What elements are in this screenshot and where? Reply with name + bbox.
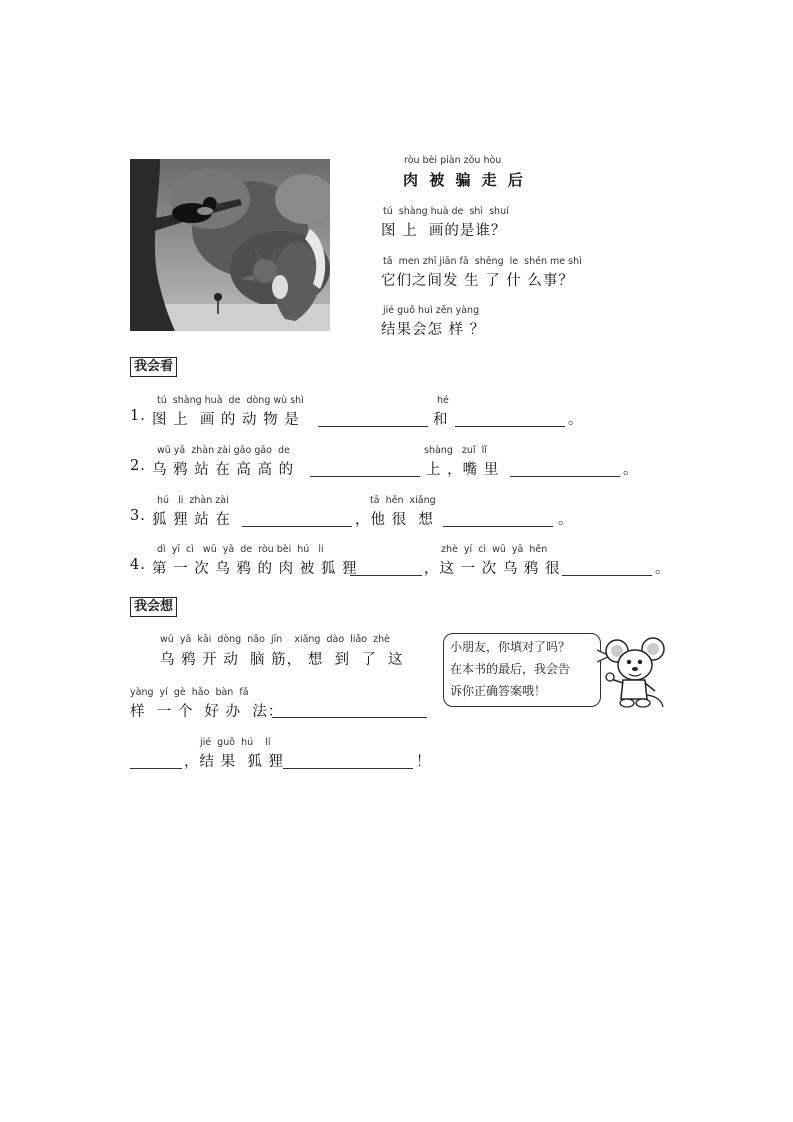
- story-title: 肉 被 骗 走 后: [403, 171, 526, 189]
- item-4-blank-2[interactable]: [562, 575, 652, 576]
- think-line-3-pinyin: jié guǒ hú lí: [200, 737, 271, 748]
- item-1-blank-1[interactable]: [318, 426, 428, 427]
- question-3: 结果会怎 样 ？: [381, 322, 486, 338]
- item-3-number: 3.: [130, 508, 146, 524]
- item-1-pinyin: tú shàng huà de dòng wù shì: [157, 395, 304, 406]
- think-line-1: 乌 鸦 开 动 脑 筋， 想 到 了 这: [160, 652, 404, 668]
- item-1-blank-2[interactable]: [455, 426, 565, 427]
- section-label-think: 我会想: [130, 597, 177, 617]
- item-4-pinyin: dì yī cì wū yā de ròu bèi hú li: [157, 544, 324, 555]
- item-4-text-b: ，这 一 次 乌 鸦 很: [424, 561, 561, 577]
- item-3-blank-1[interactable]: [242, 526, 352, 527]
- item-3-blank-2[interactable]: [443, 526, 553, 527]
- item-2-blank-1[interactable]: [310, 476, 420, 477]
- item-4-blank-1[interactable]: [350, 575, 422, 576]
- item-2-text-b: 上 ，嘴 里: [426, 462, 500, 478]
- item-1-number: 1.: [130, 408, 146, 424]
- crow-and-fox-illustration: [130, 159, 330, 331]
- think-blank-3[interactable]: [283, 768, 413, 769]
- tip-line-1: 小朋友，你填对了吗？: [450, 640, 571, 654]
- item-3-pinyin-b: tā hěn xiǎng: [370, 495, 436, 506]
- item-2-text: 乌 鸦 站 在 高 高 的: [152, 462, 295, 478]
- tip-line-3: 诉你正确答案哦！: [450, 684, 547, 698]
- item-2-pinyin-b: shàng zuǐ lǐ: [424, 445, 487, 456]
- item-1-text-b: 和: [433, 412, 449, 428]
- item-3-end: 。: [558, 512, 574, 528]
- item-2-blank-2[interactable]: [510, 476, 620, 477]
- think-line-2: 样 一 个 好 办 法：: [130, 704, 284, 720]
- think-line-2-pinyin: yàng yí gè hǎo bàn fǎ: [130, 687, 249, 698]
- item-4-text: 第 一 次 乌 鸦 的 肉 被 狐 狸: [152, 561, 358, 577]
- question-3-pinyin: jié guǒ huì zěn yàng: [383, 305, 480, 316]
- item-1-pinyin-b: hé: [437, 395, 449, 406]
- item-1-end: 。: [568, 412, 584, 428]
- think-line-3: ，结 果 狐 狸: [184, 754, 284, 770]
- think-line-3-end: ！: [416, 754, 432, 770]
- item-2-number: 2.: [130, 458, 146, 474]
- item-2-pinyin: wū yā zhàn zài gāo gāo de: [157, 445, 290, 456]
- think-blank-1[interactable]: [272, 717, 427, 718]
- question-2-pinyin: tā men zhī jiān fā shēng le shén me shì: [383, 256, 582, 267]
- mouse-mascot-icon: [603, 635, 669, 711]
- item-3-pinyin: hú li zhàn zài: [157, 495, 229, 506]
- item-4-end: 。: [655, 561, 671, 577]
- item-3-text: 狐 狸 站 在: [152, 512, 231, 528]
- item-4-pinyin-b: zhè yí cì wū yā hěn: [441, 544, 548, 555]
- item-3-text-b: ，他 很 想: [355, 512, 434, 528]
- question-1: 图 上 画的是谁？: [381, 223, 507, 239]
- story-title-pinyin: ròu bèi piàn zǒu hòu: [404, 155, 502, 166]
- tip-line-2: 在本书的最后，我会告: [450, 662, 571, 676]
- think-line-1-pinyin: wū yā kāi dòng nǎo jīn xiǎng dào liǎo zhè: [160, 634, 391, 645]
- section-label-look: 我会看: [130, 357, 177, 377]
- question-1-pinyin: tú shàng huà de shì shuí: [383, 206, 509, 217]
- think-blank-2[interactable]: [130, 768, 182, 769]
- item-1-text: 图 上 画 的 动 物 是: [152, 412, 300, 428]
- item-4-number: 4.: [130, 557, 146, 573]
- question-2: 它们之间发 生 了 什 么事？: [381, 273, 574, 289]
- item-2-end: 。: [623, 462, 639, 478]
- tip-speech-bubble: [443, 633, 601, 707]
